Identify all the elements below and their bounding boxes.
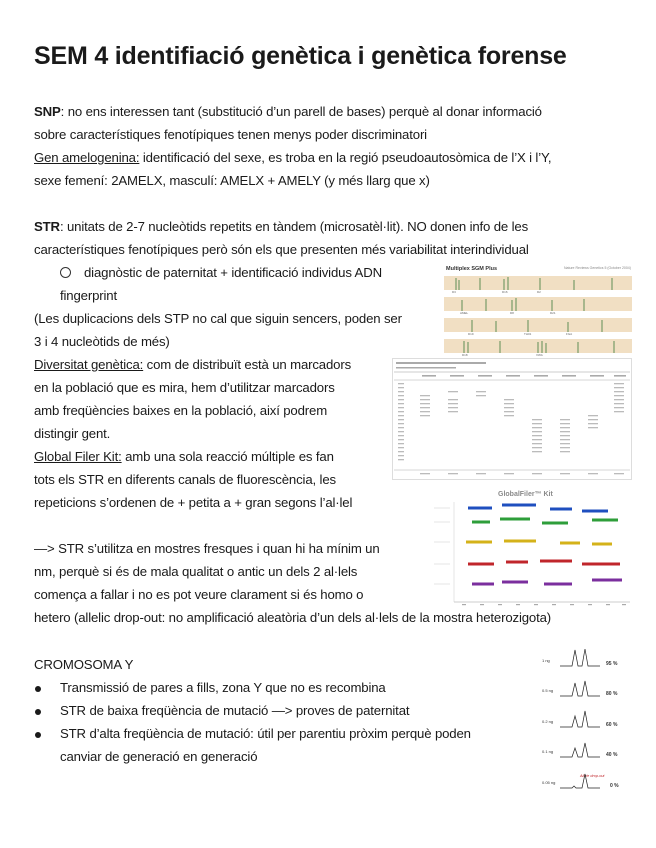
- amelogenin-line-2: sexe femení: 2AMELX, masculí: AMELX + AMELY (y més llarg que x): [34, 173, 430, 188]
- arrow-para-line-1: —> STR s’utilitza en mostres fresques i quan hi ha mínim un: [34, 541, 380, 556]
- bullet-dot-icon: [35, 709, 41, 715]
- globalfiler-title: GlobalFiler™ Kit: [498, 491, 553, 498]
- dropout-label-3: 0.2 ng: [542, 719, 554, 724]
- amelogenin-term: Gen amelogenina:: [34, 150, 140, 165]
- arrow-para-line-2: nm, perquè si és de mala qualitat o antic un dels 2 al·lels: [34, 564, 358, 579]
- amelogenin-line-1: [34, 150, 551, 166]
- globalfiler-text-1: amb una sola reacció múltiple es fan: [121, 449, 334, 464]
- snp-line-1: [34, 104, 542, 120]
- svg-text:D2: D2: [537, 290, 541, 294]
- page-title: SEM 4 identifiació genètica i genètica forense: [34, 42, 567, 70]
- dropout-annotation: Allele drop-out: [580, 774, 605, 778]
- svg-text:TH01: TH01: [524, 332, 532, 336]
- str-dup-line-1: (Les duplicacions dels STP no cal que siguin sencers, poden ser: [34, 311, 402, 326]
- dropout-percent-1: 95 %: [606, 661, 618, 667]
- globalfiler-line-2: tots els STR en diferents canals de fluorescència, les: [34, 472, 336, 487]
- dropout-percent-3: 60 %: [606, 722, 618, 728]
- globalfiler-figure: [432, 484, 634, 610]
- dropout-percent-4: 40 %: [606, 752, 618, 758]
- ychrom-item-2: STR de baixa freqüència de mutació —> proves de paternitat: [60, 703, 410, 718]
- bullet-dot-icon: [35, 686, 41, 692]
- svg-text:AMEL: AMEL: [460, 311, 469, 315]
- dropout-label-2: 0.5 ng: [542, 688, 554, 693]
- ychrom-heading: CROMOSOMA Y: [34, 657, 134, 672]
- allele-frequency-table-figure: [392, 358, 632, 480]
- str-dup-line-2: 3 i 4 nucleòtids de més): [34, 334, 170, 349]
- str-text-1: : unitats de 2-7 nucleòtids repetits en tàndem (microsatèl·lit). NO donen info de les: [59, 219, 529, 234]
- sgm-plus-diagram: [442, 262, 634, 358]
- str-line-2: característiques fenotípiques però són els que presenten més variabilitat interindividual: [34, 242, 529, 257]
- diversity-line-1: [34, 357, 351, 373]
- hollow-bullet-icon: [60, 267, 71, 278]
- diversity-line-3: amb freqüències baixes en la població, així podrem: [34, 403, 328, 418]
- globalfiler-diagram: [432, 484, 634, 610]
- dropout-percent-2: 80 %: [606, 691, 618, 697]
- str-bullet-line-2: fingerprint: [60, 288, 117, 303]
- svg-text:D21: D21: [550, 311, 556, 315]
- snp-line-2: sobre característiques fenotípiques tenen menys poder discriminatori: [34, 127, 427, 142]
- diversity-line-2: en la població que es mira, hem d’utilitzar marcadors: [34, 380, 335, 395]
- str-line-1: [34, 219, 528, 235]
- allele-dropout-diagram: [532, 644, 634, 794]
- svg-text:D18: D18: [462, 353, 468, 357]
- amelogenin-text-1: identificació del sexe, es troba en la regió pseudoautosòmica de l’X i l’Y,: [139, 150, 552, 165]
- ychrom-item-3: STR d’alta freqüència de mutació: útil per parentiu pròxim perquè poden: [60, 726, 471, 741]
- allele-dropout-figure: [532, 644, 634, 794]
- arrow-para-line-3: comença a fallar i no es pot veure clarament si és homo o: [34, 587, 364, 602]
- globalfiler-line-3: repeticions s’ordenen de + petita a + gran segons l’al·lel: [34, 495, 353, 510]
- str-term: STR: [34, 219, 60, 234]
- dropout-label-5: 0.05 ng: [542, 780, 556, 785]
- diversity-line-4: distingir gent.: [34, 426, 111, 441]
- svg-text:FGA: FGA: [566, 332, 573, 336]
- sgm-title: Multiplex SGM Plus: [446, 266, 498, 272]
- dropout-label-1: 1 ng: [542, 658, 550, 663]
- ychrom-item-1: Transmissió de pares a fills, zona Y que no es recombina: [60, 680, 386, 695]
- diversity-text-1: com de distribuït està un marcadors: [143, 357, 352, 372]
- svg-text:VWA: VWA: [536, 353, 543, 357]
- ychrom-item-3-line-2: canviar de generació en generació: [60, 749, 258, 764]
- globalfiler-line-1: [34, 449, 334, 465]
- allele-frequency-table: [392, 358, 632, 480]
- snp-text-1: : no ens interessen tant (substitució d’un parell de bases) perquè al donar informació: [60, 104, 542, 119]
- globalfiler-term: Global Filer Kit:: [34, 449, 122, 464]
- snp-term: SNP: [34, 104, 61, 119]
- sgm-source: Nature Reviews Genetics 5 (October 2004): [564, 266, 631, 270]
- diversity-term: Diversitat genètica:: [34, 357, 144, 372]
- sgm-plus-figure: [442, 262, 634, 358]
- dropout-percent-5: 0 %: [610, 783, 619, 789]
- svg-text:D19: D19: [468, 332, 474, 336]
- str-bullet-line-1: diagnòstic de paternitat + identificació individus ADN: [84, 265, 382, 280]
- bullet-dot-icon: [35, 732, 41, 738]
- svg-text:D8: D8: [510, 311, 514, 315]
- svg-text:D3: D3: [452, 290, 456, 294]
- svg-text:D16: D16: [502, 290, 508, 294]
- dropout-label-4: 0.1 ng: [542, 749, 554, 754]
- arrow-para-line-4: hetero (allelic drop-out: no amplificació aleatòria d’un dels al·lels de la mostra heterozigota): [34, 610, 552, 625]
